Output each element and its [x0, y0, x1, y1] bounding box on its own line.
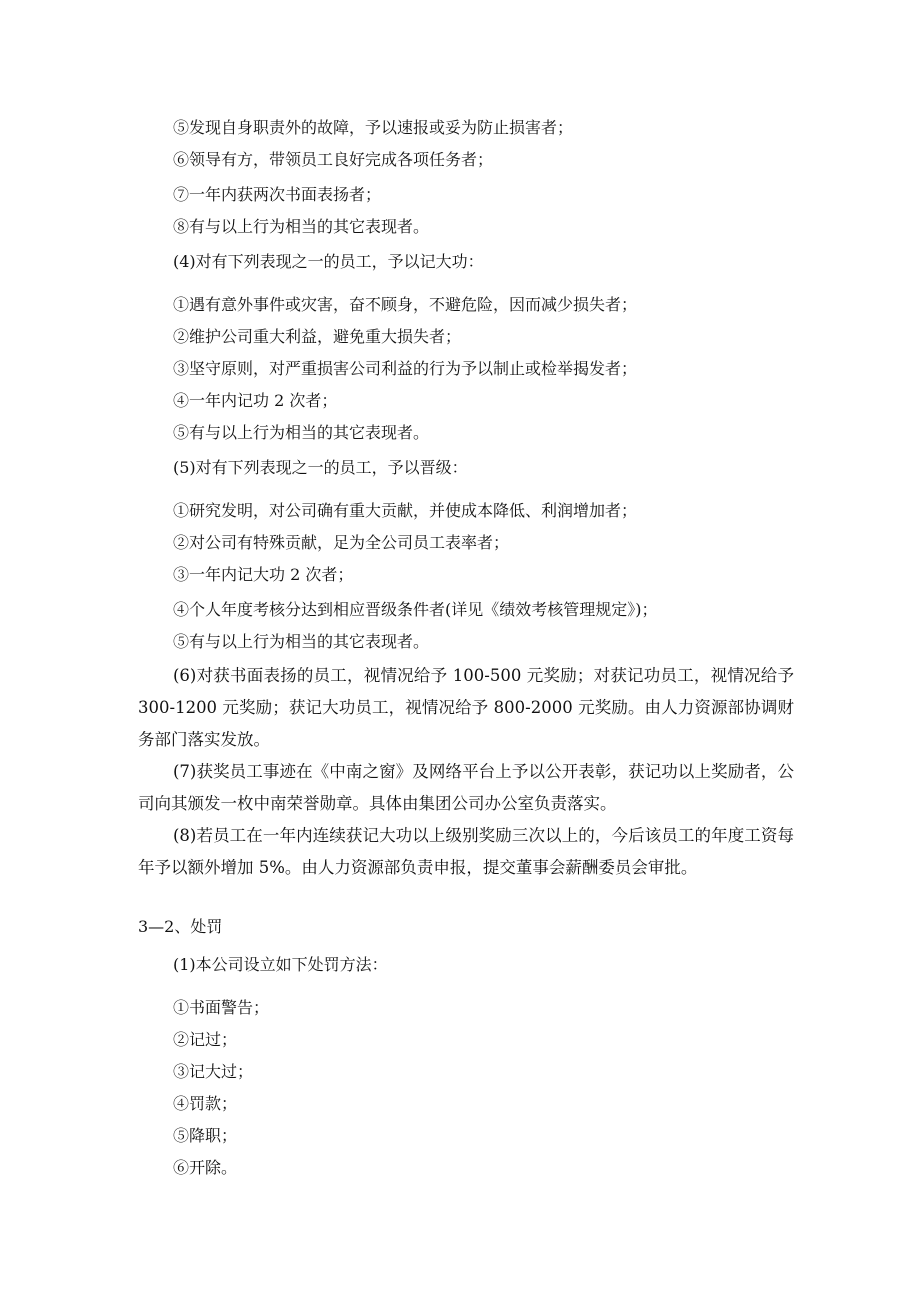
promotion-item-2: ②对公司有特殊贡献，足为全公司员工表率者；: [173, 533, 510, 552]
penalty-item-3: ③记大过；: [173, 1062, 254, 1081]
penalty-item-1: ①书面警告；: [173, 998, 270, 1017]
penalty-item-2: ②记过；: [173, 1030, 238, 1049]
promotion-item-1: ①研究发明，对公司确有重大贡献，并使成本降低、利润增加者；: [173, 501, 638, 520]
reward-item-5: ⑤发现自身职责外的故障，予以速报或妥为防止损害者；: [173, 118, 574, 137]
reward-major-merit-heading: (4)对有下列表现之一的员工，予以记大功：: [173, 252, 484, 271]
penalty-section-heading: 3—2、处罚: [138, 917, 223, 936]
promotion-item-4: ④个人年度考核分达到相应晋级条件者(详见《绩效考核管理规定》)；: [173, 600, 658, 619]
penalty-methods-heading: (1)本公司设立如下处罚方法：: [173, 955, 388, 974]
promotion-item-5: ⑤有与以上行为相当的其它表现者。: [173, 632, 430, 651]
penalty-item-5: ⑤降职；: [173, 1126, 238, 1145]
major-merit-item-1: ①遇有意外事件或灾害，奋不顾身，不避危险，因而减少损失者；: [173, 295, 638, 314]
major-merit-item-4: ④一年内记功 2 次者；: [173, 391, 338, 410]
penalty-item-6: ⑥开除。: [173, 1158, 238, 1177]
major-merit-item-5: ⑤有与以上行为相当的其它表现者。: [173, 423, 430, 442]
reward-item-8: ⑧有与以上行为相当的其它表现者。: [173, 217, 430, 236]
reward-item-7: ⑦一年内获两次书面表扬者；: [173, 185, 382, 204]
reward-promotion-heading: (5)对有下列表现之一的员工，予以晋级：: [173, 458, 468, 477]
reward-salary-increase-paragraph: (8)若员工在一年内连续获记大功以上级别奖励三次以上的，今后该员工的年度工资每年予以额外增加 5%。由人力资源部负责申报，提交董事会薪酬委员会审批。: [138, 826, 794, 877]
reward-amount-paragraph: (6)对获书面表扬的员工，视情况给予 100-500 元奖励；对获记功员工，视情况给予 300-1200 元奖励；获记大功员工，视情况给予 800-2000 元奖励。由人力资源部协调财务部门落实发放。: [138, 666, 794, 749]
major-merit-item-2: ②维护公司重大利益，避免重大损失者；: [173, 327, 462, 346]
penalty-item-4: ④罚款；: [173, 1094, 238, 1113]
reward-publicity-paragraph: (7)获奖员工事迹在《中南之窗》及网络平台上予以公开表彰，获记功以上奖励者，公司向其颁发一枚中南荣誉勋章。具体由集团公司办公室负责落实。: [138, 762, 794, 813]
major-merit-item-3: ③坚守原则，对严重损害公司利益的行为予以制止或检举揭发者；: [173, 359, 638, 378]
reward-item-6: ⑥领导有方，带领员工良好完成各项任务者；: [173, 150, 494, 169]
promotion-item-3: ③一年内记大功 2 次者；: [173, 565, 354, 584]
